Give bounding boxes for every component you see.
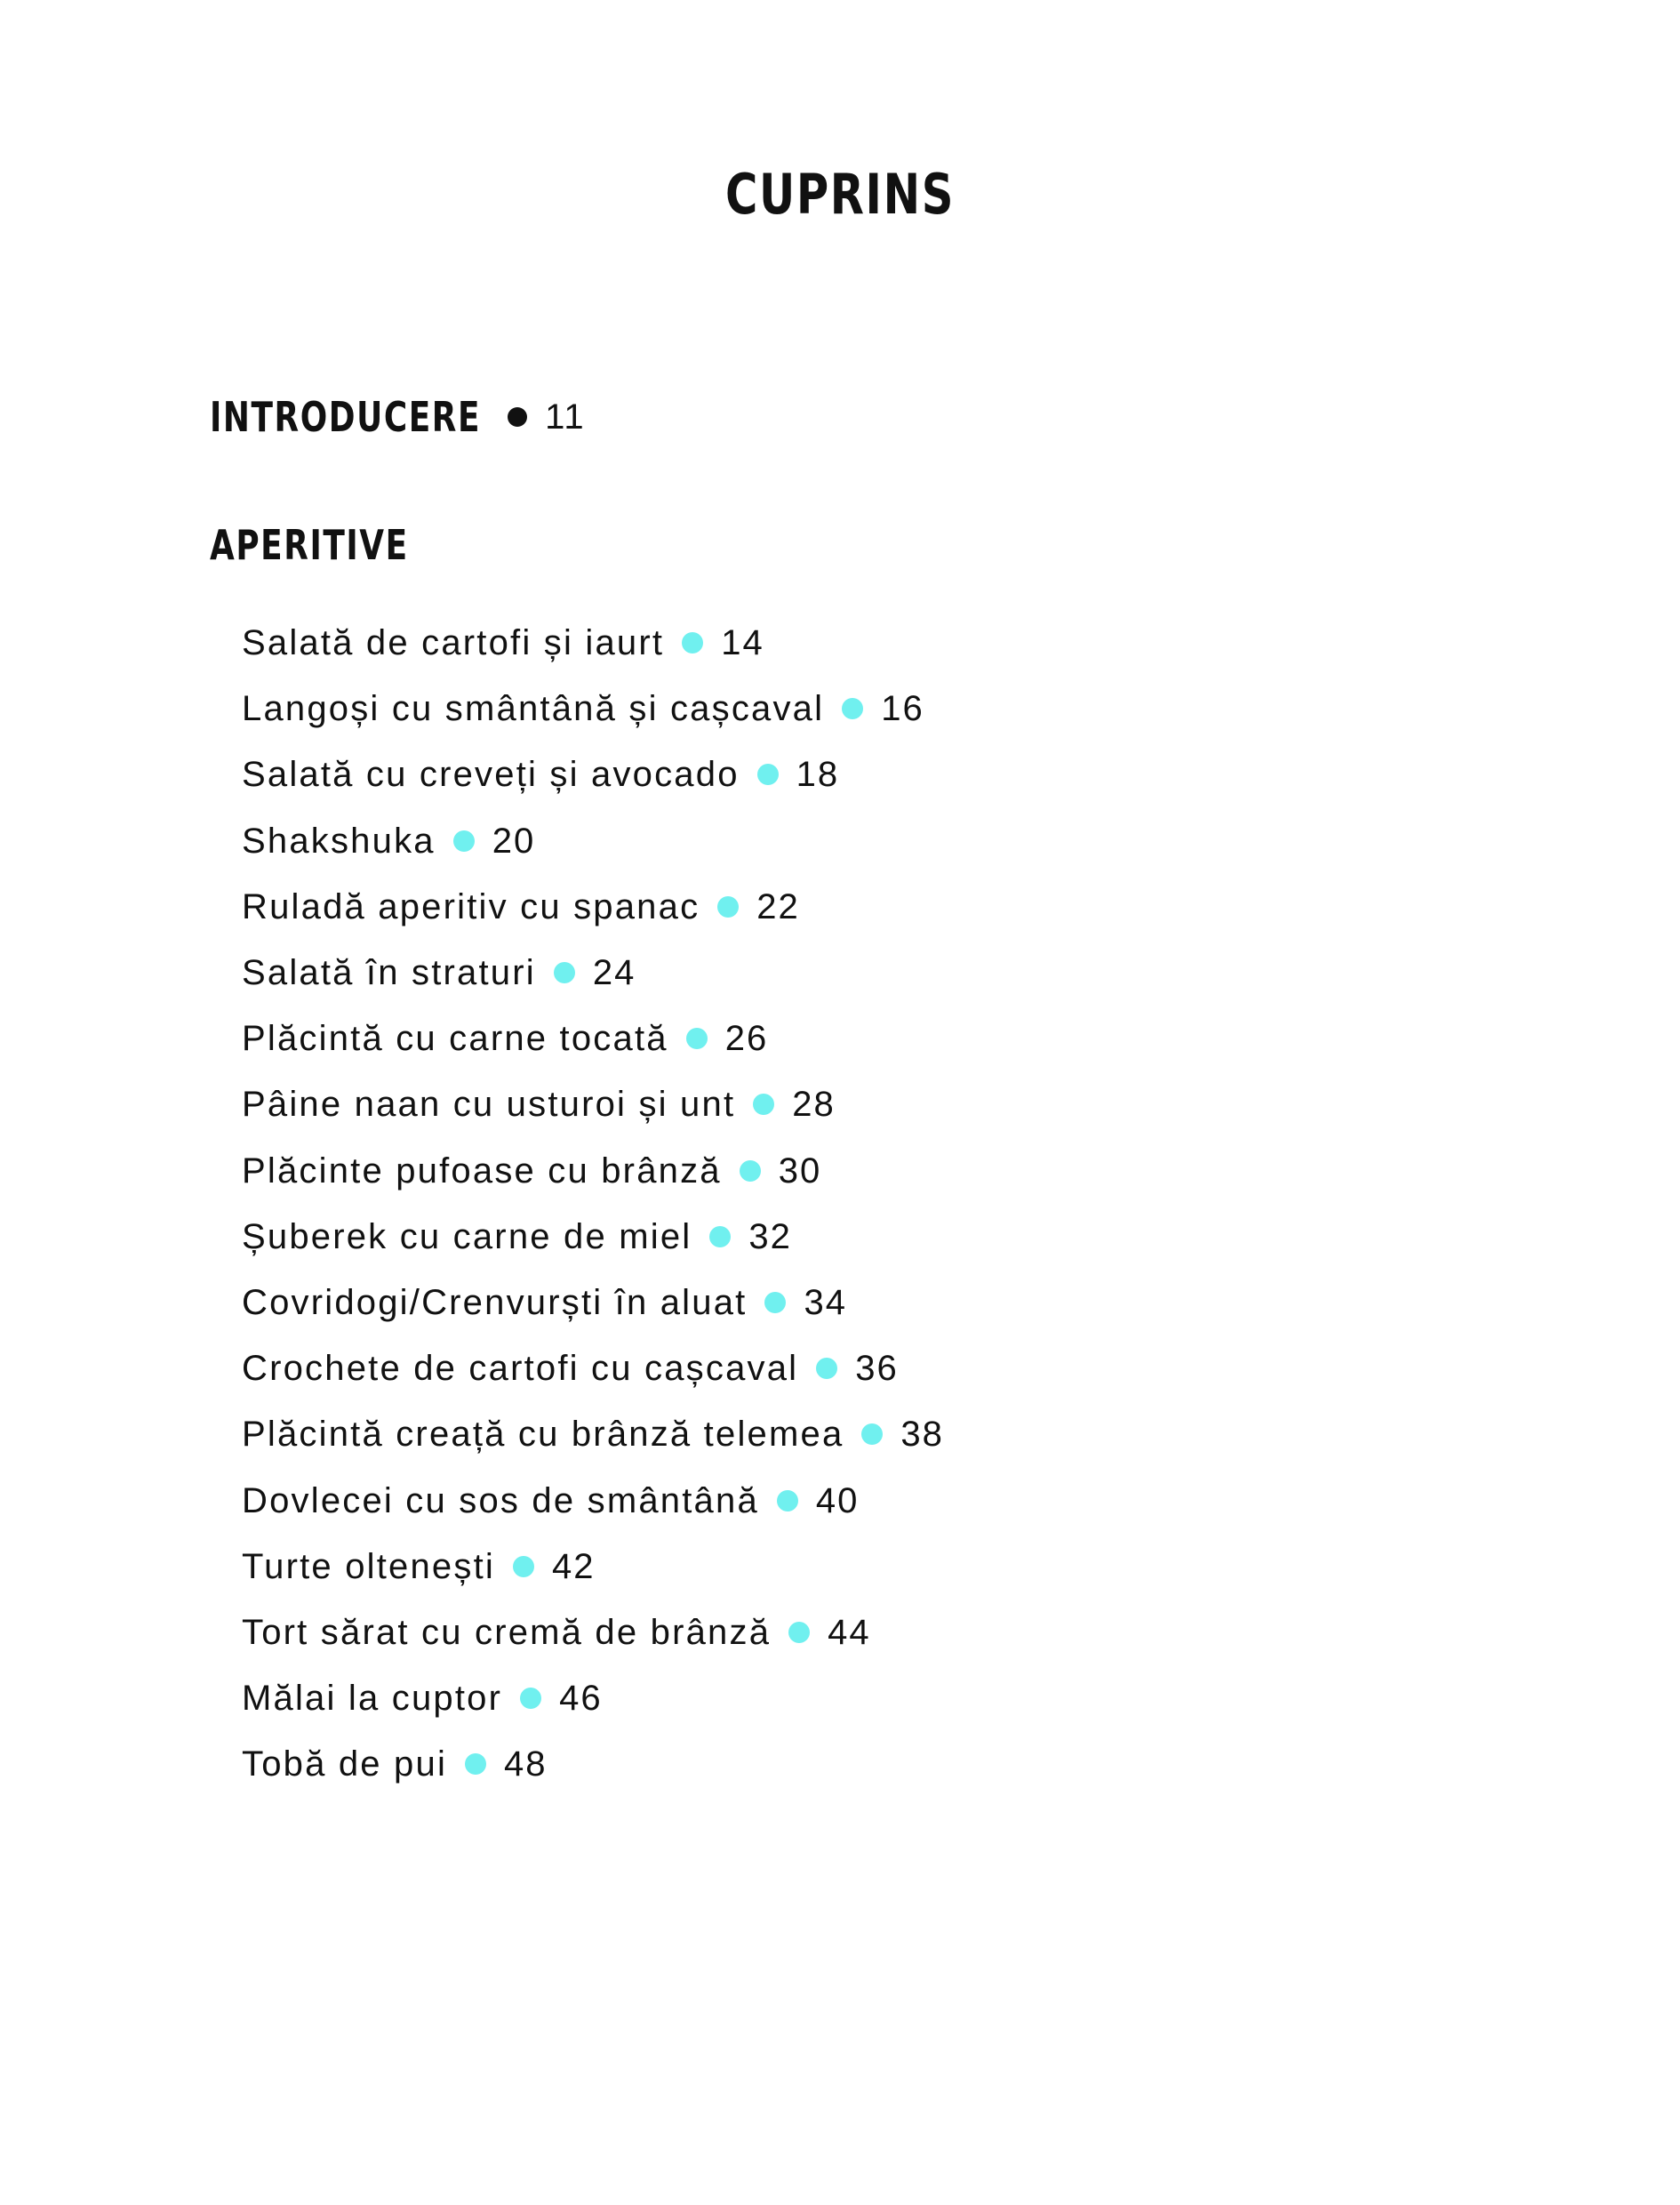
entry-title: Șuberek cu carne de miel	[242, 1216, 692, 1256]
entry-title: Salată de cartofi și iaurt	[242, 623, 665, 663]
toc-entry[interactable]	[242, 676, 944, 742]
section-heading: APERITIVE	[210, 521, 409, 569]
entry-page-number: 42	[551, 1546, 596, 1586]
toc-entry[interactable]	[242, 1467, 944, 1533]
toc-entry[interactable]	[242, 874, 944, 940]
entry-title: Pâine naan cu usturoi și unt	[242, 1085, 736, 1125]
introduction-page-number: 11	[545, 397, 586, 437]
bullet-dot-icon	[513, 1556, 534, 1577]
toc-entry[interactable]	[242, 1270, 944, 1335]
entry-page-number: 24	[592, 953, 636, 993]
bullet-dot-icon	[686, 1028, 708, 1049]
toc-entry[interactable]	[242, 610, 944, 676]
entry-page-number: 36	[855, 1349, 899, 1389]
bullet-dot-icon	[757, 764, 779, 785]
toc-entry[interactable]	[242, 940, 944, 1006]
entry-page-number: 26	[724, 1019, 769, 1059]
page-title: CUPRINS	[724, 162, 956, 227]
entry-title: Salată în straturi	[242, 953, 536, 993]
toc-entry[interactable]	[242, 1204, 944, 1270]
bullet-dot-icon	[861, 1423, 883, 1445]
toc-entry[interactable]	[242, 742, 944, 807]
toc-entry[interactable]	[242, 1731, 944, 1797]
introduction-row[interactable]	[210, 393, 586, 441]
toc-entry-list	[242, 610, 944, 1797]
entry-title: Ruladă aperitiv cu spanac	[242, 886, 700, 926]
entry-page-number: 14	[721, 623, 764, 663]
entry-title: Plăcinte pufoase cu brânză	[242, 1151, 722, 1191]
bullet-dot-icon	[508, 407, 527, 427]
entry-page-number: 28	[792, 1085, 836, 1125]
bullet-dot-icon	[554, 962, 575, 983]
entry-page-number: 16	[881, 689, 924, 729]
bullet-dot-icon	[740, 1160, 761, 1182]
toc-entry[interactable]	[242, 808, 944, 874]
bullet-dot-icon	[717, 896, 739, 918]
bullet-dot-icon	[682, 632, 703, 653]
toc-entry[interactable]	[242, 1335, 944, 1401]
entry-page-number: 32	[748, 1216, 792, 1256]
toc-entry[interactable]	[242, 1138, 944, 1204]
toc-entry[interactable]	[242, 1401, 944, 1467]
toc-entry[interactable]	[242, 1006, 944, 1071]
bullet-dot-icon	[777, 1490, 798, 1511]
entry-page-number: 22	[756, 886, 800, 926]
entry-page-number: 40	[815, 1480, 860, 1520]
entry-title: Dovlecei cu sos de smântână	[242, 1480, 759, 1520]
entry-page-number: 20	[492, 821, 536, 861]
bullet-dot-icon	[842, 698, 863, 719]
bullet-dot-icon	[453, 830, 475, 852]
entry-title: Langoși cu smântână și cașcaval	[242, 689, 825, 729]
entry-title: Plăcintă cu carne tocată	[242, 1019, 668, 1059]
bullet-dot-icon	[816, 1358, 837, 1379]
entry-title: Covridogi/Crenvurști în aluat	[242, 1282, 748, 1322]
toc-entry[interactable]	[242, 1534, 944, 1600]
entry-title: Turte oltenești	[242, 1546, 495, 1586]
entry-title: Shakshuka	[242, 821, 436, 861]
entry-title: Mălai la cuptor	[242, 1679, 503, 1719]
toc-entry[interactable]	[242, 1665, 944, 1731]
toc-entry[interactable]	[242, 1071, 944, 1137]
entry-page-number: 48	[504, 1744, 548, 1784]
entry-page-number: 44	[828, 1612, 871, 1652]
entry-title: Tort sărat cu cremă de brânză	[242, 1612, 772, 1652]
entry-page-number: 34	[804, 1282, 847, 1322]
bullet-dot-icon	[709, 1226, 731, 1247]
bullet-dot-icon	[788, 1622, 810, 1643]
entry-title: Salată cu creveți și avocado	[242, 755, 740, 795]
entry-title: Tobă de pui	[242, 1744, 448, 1784]
introduction-heading: INTRODUCERE	[210, 393, 482, 441]
entry-title: Plăcintă creață cu brânză telemea	[242, 1415, 844, 1455]
bullet-dot-icon	[753, 1094, 774, 1115]
entry-page-number: 38	[900, 1415, 944, 1455]
entry-title: Crochete de cartofi cu cașcaval	[242, 1349, 799, 1389]
toc-entry[interactable]	[242, 1600, 944, 1665]
bullet-dot-icon	[465, 1753, 486, 1775]
entry-page-number: 18	[796, 755, 840, 795]
bullet-dot-icon	[764, 1292, 786, 1313]
bullet-dot-icon	[520, 1688, 541, 1709]
section-heading-aperitive	[210, 521, 465, 569]
entry-page-number: 46	[559, 1679, 603, 1719]
entry-page-number: 30	[778, 1151, 822, 1191]
